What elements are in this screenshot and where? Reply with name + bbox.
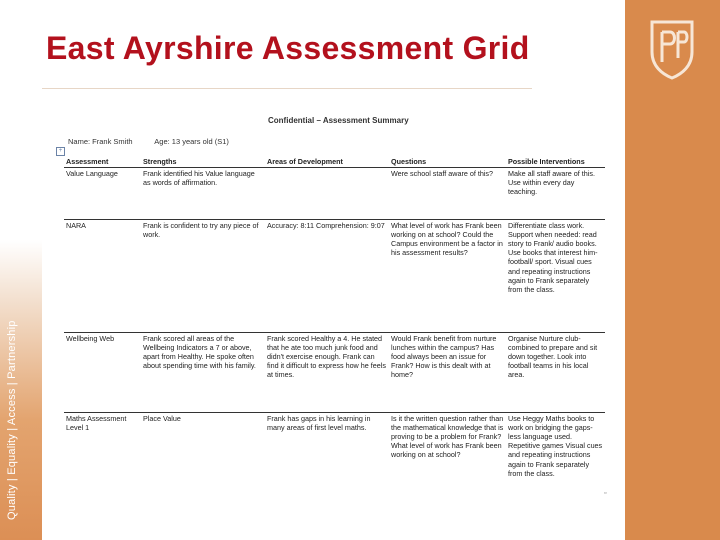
- table-move-handle-icon[interactable]: +: [56, 147, 65, 156]
- right-accent-panel: [625, 0, 720, 540]
- column-header: Areas of Development: [265, 156, 389, 168]
- table-header-row: [64, 156, 605, 168]
- cell-interventions: Organise Nurture club- combined to prepare and sit down together. Look into football teams in his local area.: [506, 333, 605, 413]
- column-header: Strengths: [141, 156, 265, 168]
- cell-areas: Frank scored Healthy a 4. He stated that he ate too much junk food and didn't exercise enough. Frank can find it difficult to express how he feels at times.: [265, 333, 389, 413]
- cell-interventions: Make all staff aware of this. Use within every day teaching.: [506, 168, 605, 220]
- slide-title: East Ayrshire Assessment Grid: [46, 30, 530, 66]
- cell-assessment: Value Language: [64, 168, 141, 220]
- cell-assessment: Wellbeing Web: [64, 333, 141, 413]
- student-age: Age: 13 years old (S1): [154, 137, 229, 146]
- column-header: Assessment: [64, 156, 141, 168]
- student-info: [68, 137, 249, 146]
- document-heading: Confidential – Assessment Summary: [268, 116, 409, 125]
- column-header: Possible Interventions: [506, 156, 605, 168]
- table-row: [64, 333, 605, 413]
- table-row: [64, 168, 605, 220]
- title-divider: [42, 88, 532, 89]
- cell-interventions: Differentiate class work. Support when needed: read story to Frank/ audio books. Use books that interest him- football/ sport. Visual cues and repeating instructions again to Frank separately from the class.: [506, 220, 605, 333]
- crest-logo-icon: [648, 18, 696, 80]
- cell-questions: Would Frank benefit from nurture lunches within the campus? Has food always been an issue for Frank? How is this dealt with at home?: [389, 333, 506, 413]
- table-row: [64, 220, 605, 333]
- cell-assessment: Maths Assessment Level 1: [66, 414, 127, 433]
- cell-assessment: NARA: [64, 220, 141, 333]
- cell-questions: What level of work has Frank been working on at school? Could the Campus environment be a factor in his assessment results?: [389, 220, 506, 333]
- cell-questions: Is it the written question rather than the mathematical knowledge that is proving to be a problem for Frank? What level of work has Frank been working on at school?: [391, 414, 504, 460]
- side-tagline: Quality | Equality | Access | Partnership: [6, 320, 18, 520]
- cell-strengths: Frank identified his Value language as words of affirmation.: [141, 168, 265, 220]
- student-name: Name: Frank Smith: [68, 137, 133, 146]
- cell-strengths: Frank scored all areas of the Wellbeing Indicators a 7 or above, apart from Healthy. He spoke often about spending time with his family.: [141, 333, 265, 413]
- cell-strengths: Frank is confident to try any piece of work.: [141, 220, 265, 333]
- left-decor-bar: [0, 0, 42, 540]
- cell-strengths: Place Value: [143, 414, 181, 424]
- cell-areas: Frank has gaps in his learning in many areas of first level maths.: [267, 414, 371, 433]
- resize-handle-icon[interactable]: ▫: [604, 490, 607, 497]
- cell-questions: Were school staff aware of this?: [389, 168, 506, 220]
- cell-areas: [265, 168, 389, 220]
- column-header: Questions: [389, 156, 506, 168]
- assessment-table: [64, 156, 605, 503]
- table-row: [64, 413, 605, 503]
- cell-interventions: Use Heggy Maths books to work on bridging the gaps- less language used. Repetitive games Visual cues and repeating instructions again to Frank separately from the class.: [508, 414, 603, 478]
- cell-areas: Accuracy: 8:11 Comprehension: 9:07: [265, 220, 389, 333]
